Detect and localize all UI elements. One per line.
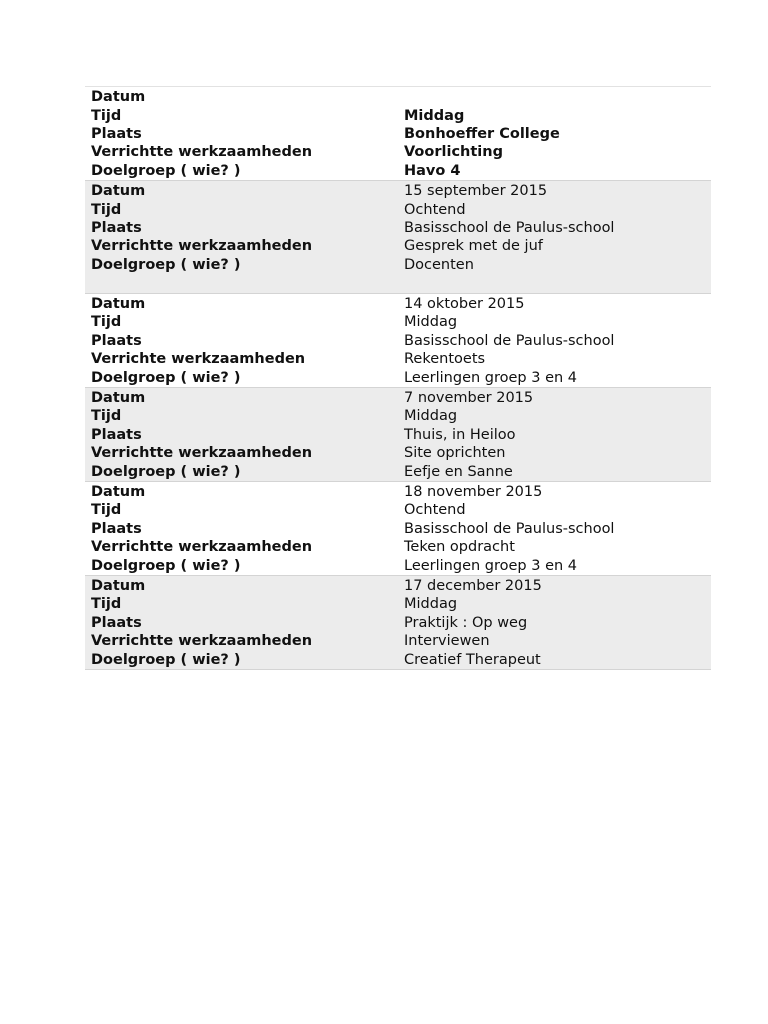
value-doelgroep: Leerlingen groep 3 en 4	[404, 369, 578, 386]
row-tijd	[85, 407, 711, 425]
label-werkzaamheden: Verrichtte werkzaamheden	[91, 539, 313, 556]
activity-log-table	[85, 86, 711, 670]
row-doelgroep	[85, 650, 711, 668]
row-doelgroep	[85, 462, 711, 480]
log-entry-2	[85, 181, 711, 294]
log-entry-4	[85, 388, 711, 482]
label-doelgroep: Doelgroep ( wie? )	[91, 463, 241, 480]
row-datum	[85, 88, 711, 106]
value-datum: 14 oktober 2015	[404, 296, 525, 313]
row-werkzaamheden	[85, 538, 711, 556]
label-doelgroep: Doelgroep ( wie? )	[91, 651, 241, 668]
value-plaats: Basisschool de Paulus-school	[404, 219, 615, 236]
label-tijd: Tijd	[91, 408, 122, 425]
label-datum: Datum	[91, 484, 146, 500]
value-plaats: Basisschool de Paulus-school	[404, 520, 615, 537]
label-datum: Datum	[91, 577, 146, 594]
row-tijd	[85, 200, 711, 218]
row-tijd	[85, 595, 711, 613]
row-werkzaamheden	[85, 444, 711, 462]
value-doelgroep: Leerlingen groep 3 en 4	[404, 557, 578, 574]
row-datum	[85, 577, 711, 595]
log-entry-6	[85, 576, 711, 670]
row-tijd	[85, 313, 711, 331]
row-werkzaamheden	[85, 350, 711, 368]
label-tijd: Tijd	[91, 314, 122, 331]
row-werkzaamheden	[85, 237, 711, 255]
log-entry-5	[85, 482, 711, 576]
row-datum	[85, 182, 711, 200]
row-tijd	[85, 501, 711, 519]
value-tijd: Middag	[404, 596, 458, 613]
row-plaats	[85, 426, 711, 444]
label-plaats: Plaats	[91, 125, 142, 142]
value-doelgroep: Eefje en Sanne	[404, 463, 513, 480]
row-datum	[85, 389, 711, 407]
label-doelgroep: Doelgroep ( wie? )	[91, 256, 241, 273]
row-werkzaamheden	[85, 632, 711, 650]
row-tijd	[85, 106, 711, 124]
value-doelgroep: Docenten	[404, 256, 474, 273]
value-plaats: Praktijk : Op weg	[404, 614, 528, 631]
label-werkzaamheden: Verrichtte werkzaamheden	[91, 445, 313, 462]
value-plaats: Bonhoeffer College	[404, 125, 560, 142]
row-doelgroep	[85, 256, 711, 274]
label-tijd: Tijd	[91, 201, 122, 218]
value-doelgroep: Creatief Therapeut	[404, 651, 541, 668]
row-datum	[85, 483, 711, 501]
row-plaats	[85, 219, 711, 237]
value-doelgroep: Havo 4	[404, 162, 461, 179]
value-datum: 15 september 2015	[404, 183, 548, 200]
row-plaats	[85, 520, 711, 538]
value-datum: 17 december 2015	[404, 577, 542, 594]
value-datum: 18 november 2015	[404, 484, 543, 500]
value-werkzaamheden: Rekentoets	[404, 351, 486, 368]
value-werkzaamheden: Voorlichting	[404, 144, 503, 161]
label-datum: Datum	[91, 183, 146, 200]
value-datum: 7 november 2015	[404, 390, 534, 407]
row-datum	[85, 295, 711, 313]
label-tijd: Tijd	[91, 596, 122, 613]
value-tijd: Ochtend	[404, 502, 466, 519]
label-tijd: Tijd	[91, 502, 122, 519]
label-plaats: Plaats	[91, 520, 142, 537]
row-plaats	[85, 332, 711, 350]
label-doelgroep: Doelgroep ( wie? )	[91, 162, 241, 179]
log-entry-1	[85, 87, 711, 181]
value-tijd: Middag	[404, 107, 465, 124]
value-tijd: Ochtend	[404, 201, 466, 218]
value-tijd: Middag	[404, 314, 458, 331]
label-datum: Datum	[91, 390, 146, 407]
label-plaats: Plaats	[91, 614, 142, 631]
label-datum: Datum	[91, 89, 146, 106]
row-doelgroep	[85, 162, 711, 180]
row-doelgroep	[85, 368, 711, 386]
row-plaats	[85, 125, 711, 143]
label-werkzaamheden: Verrichtte werkzaamheden	[91, 633, 313, 650]
log-entry-3	[85, 294, 711, 388]
label-doelgroep: Doelgroep ( wie? )	[91, 557, 241, 574]
label-plaats: Plaats	[91, 426, 142, 443]
value-werkzaamheden: Interviewen	[404, 633, 490, 650]
row-plaats	[85, 614, 711, 632]
label-werkzaamheden: Verrichtte werkzaamheden	[91, 238, 313, 255]
value-werkzaamheden: Site oprichten	[404, 445, 506, 462]
row-doelgroep	[85, 556, 711, 574]
value-tijd: Middag	[404, 408, 458, 425]
label-werkzaamheden: Verrichte werkzaamheden	[91, 351, 306, 368]
label-plaats: Plaats	[91, 219, 142, 236]
value-werkzaamheden: Gesprek met de juf	[404, 238, 543, 255]
row-werkzaamheden	[85, 143, 711, 161]
label-datum: Datum	[91, 296, 146, 313]
label-tijd: Tijd	[91, 107, 122, 124]
label-plaats: Plaats	[91, 332, 142, 349]
label-werkzaamheden: Verrichtte werkzaamheden	[91, 144, 313, 161]
label-doelgroep: Doelgroep ( wie? )	[91, 369, 241, 386]
value-plaats: Thuis, in Heiloo	[404, 426, 516, 443]
value-werkzaamheden: Teken opdracht	[404, 539, 515, 556]
value-plaats: Basisschool de Paulus-school	[404, 332, 615, 349]
